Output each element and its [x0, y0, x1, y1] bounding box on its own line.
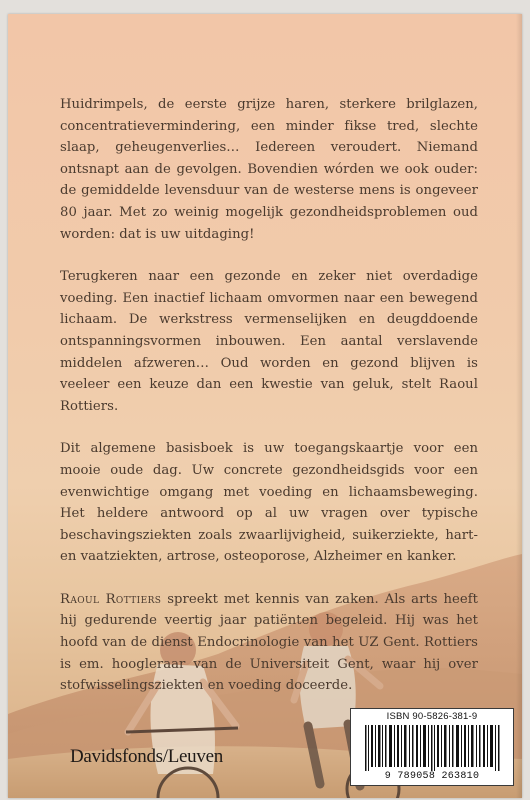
blurb-paragraph-2: Terugkeren naar een gezonde en zeker niet overdadige voeding. Een inactief lichaam omvormen naar een bewegend lichaam. De werkstress vermenselijken en deugddoende ontspanningsvormen inbouwen. Een aantal verslavende middelen afzweren… Oud worden en gezond blijven is veeleer een keuze dan een kwestie van geluk, stelt Raoul Rottiers.	[60, 269, 478, 414]
author-name: Raoul Rottiers	[60, 591, 162, 607]
author-bio	[60, 589, 478, 697]
isbn-number: ISBN 90-5826-381-9	[386, 711, 478, 722]
blurb-paragraph-1: Huidrimpels, de eerste grijze haren, sterkere brilglazen, concentratievermindering, een minder fikse tred, slechte slaap, geheugenverlies… Iedereen veroudert. Niemand ontsnapt aan de gevolgen. Bovendien wórden we ook ouder: de gemiddelde levensduur van de westerse mens is ongeveer 80 jaar. Met zo weinig mogelijk gezondheidsproblemen oud worden: dat is uw uitdaging!	[60, 97, 478, 242]
blurb-paragraph-3: Dit algemene basisboek is uw toegangskaartje voor een mooie oude dag. Uw concrete gezondheidsgids voor een evenwichtige omgang met voeding en lichaamsbeweging. Het heldere antwoord op al uw vragen over typische beschavingsziekten zoals zwaarlijvigheid, suikerziekte, hart- en vaatziekten, artrose, osteoporose, Alzheimer en kanker.	[60, 441, 478, 565]
publisher-name: Davidsfonds/Leuven	[70, 746, 223, 767]
blurb-text	[60, 94, 478, 718]
isbn-barcode-label	[350, 708, 514, 786]
barcode-digits: 9 789058 263810	[384, 771, 480, 782]
spine-shadow	[516, 14, 522, 798]
back-cover	[8, 14, 522, 798]
author-bio-text: spreekt met kennis van zaken. Als arts heeft hij gedurende veertig jaar patiënten begeleid. Hij was het hoofd van de dienst Endocrinologie van het UZ Gent. Rottiers is em. hoogleraar van de Universiteit Gent, waar hij over stofwisselingsziekten en voeding doceerde.	[60, 591, 478, 694]
barcode-icon	[363, 725, 503, 771]
